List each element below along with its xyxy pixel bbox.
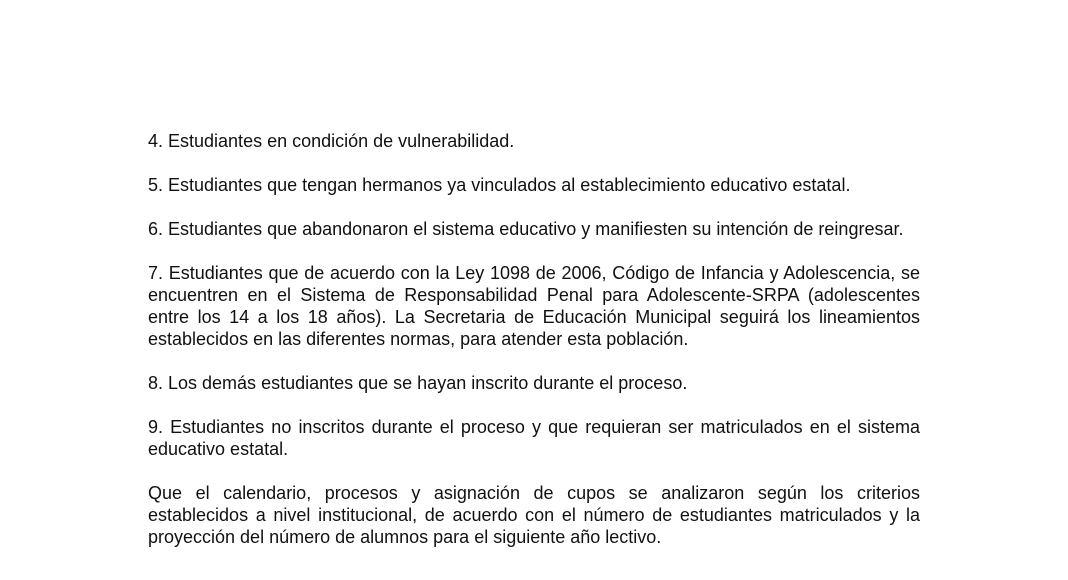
- criterion-6-paragraph: 6. Estudiantes que abandonaron el sistema educativo y manifiesten su intención de reingresar.: [148, 219, 904, 239]
- criterion-8-paragraph: 8. Los demás estudiantes que se hayan inscrito durante el proceso.: [148, 373, 688, 393]
- closing-paragraph: Que el calendario, procesos y asignación de cupos se analizaron según los criterios establecidos a nivel institucional, de acuerdo con el número de estudiantes matriculados y la proyección del número de alumnos para el siguiente año lectivo.: [148, 483, 920, 547]
- criterion-7-paragraph: 7. Estudiantes que de acuerdo con la Ley 1098 de 2006, Código de Infancia y Adolescencia, se encuentren en el Sistema de Responsabilidad Penal para Adolescente-SRPA (adolescentes entre los 14 a los 18 años). La Secretaria de Educación Municipal seguirá los lineamientos establecidos en las diferentes normas, para atender esta población.: [148, 263, 920, 349]
- criterion-5-paragraph: 5. Estudiantes que tengan hermanos ya vinculados al establecimiento educativo estatal.: [148, 175, 851, 195]
- document-body: [148, 130, 920, 570]
- criterion-9-paragraph: 9. Estudiantes no inscritos durante el proceso y que requieran ser matriculados en el sistema educativo estatal.: [148, 417, 920, 459]
- criterion-4-paragraph: 4. Estudiantes en condición de vulnerabilidad.: [148, 131, 515, 151]
